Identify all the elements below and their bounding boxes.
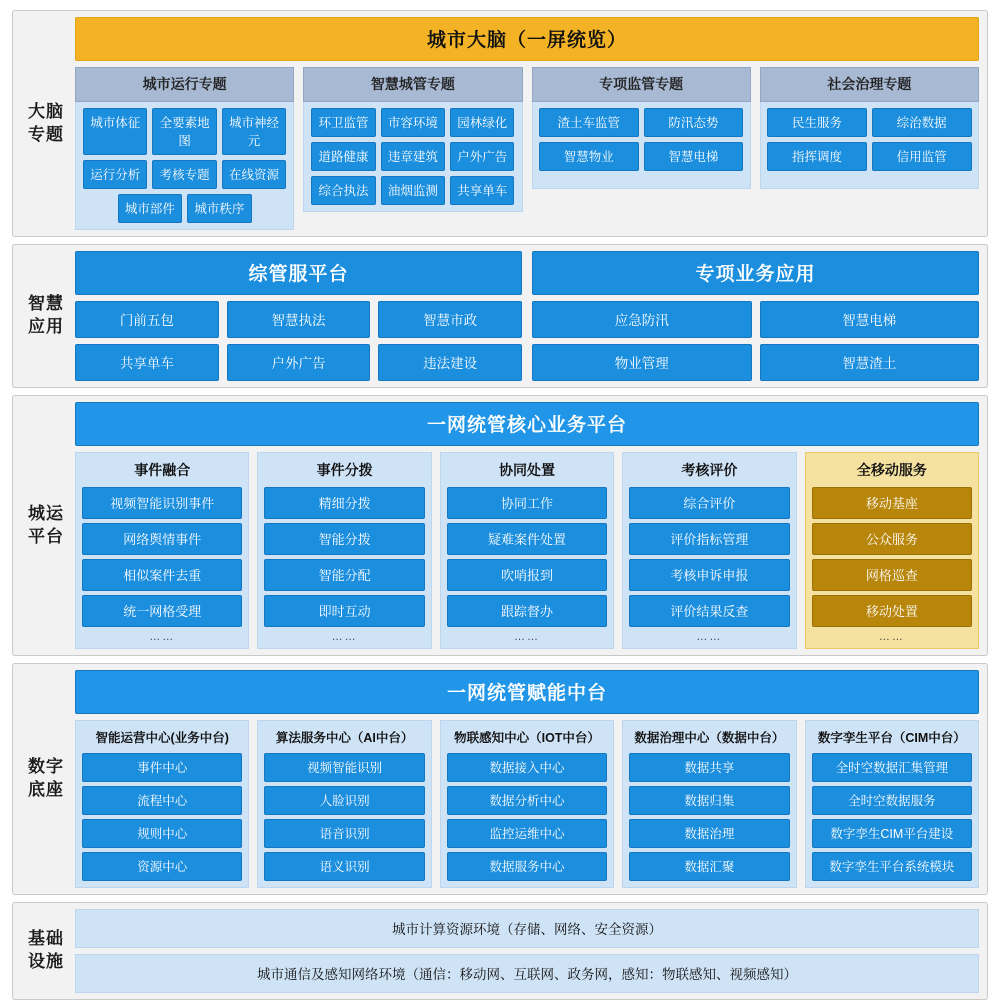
platform-chip[interactable]: 智能分拨 <box>264 523 424 555</box>
platform-chip[interactable]: 精细分拨 <box>264 487 424 519</box>
infrastructure-band-body <box>75 909 979 993</box>
brain-chip[interactable]: 在线资源 <box>222 160 286 189</box>
apps-chip[interactable]: 应急防汛 <box>532 301 752 338</box>
base-column-business-middle-platform <box>75 720 249 888</box>
brain-chip[interactable]: 环卫监管 <box>311 108 375 137</box>
base-chip[interactable]: 数据治理 <box>629 819 789 848</box>
platform-column-head: 考核评价 <box>681 462 738 478</box>
apps-band-body <box>75 251 979 381</box>
brain-chip[interactable]: 考核专题 <box>152 160 216 189</box>
brain-chip[interactable]: 市容环境 <box>381 108 445 137</box>
base-band <box>12 663 988 895</box>
platform-column-collaborative-handling <box>440 452 614 649</box>
apps-band-label <box>17 251 75 381</box>
brain-chip[interactable]: 城市体征 <box>83 108 147 155</box>
platform-band-label <box>17 402 75 649</box>
platform-chip[interactable]: 综合评价 <box>629 487 789 519</box>
infrastructure-band-label <box>17 909 75 993</box>
base-chip[interactable]: 全时空数据服务 <box>812 786 972 815</box>
platform-column-assessment <box>622 452 796 649</box>
brain-chip[interactable]: 共享单车 <box>450 176 514 205</box>
brain-columns <box>75 67 979 230</box>
base-band-label-line2: 底座 <box>28 780 64 799</box>
base-column-head: 数字孪生平台（CIM中台） <box>817 731 966 745</box>
base-band-body <box>75 670 979 888</box>
platform-chip[interactable]: 移动处置 <box>812 595 972 627</box>
brain-chip[interactable]: 智慧电梯 <box>644 142 744 171</box>
base-chip[interactable]: 数据共享 <box>629 753 789 782</box>
apps-chip[interactable]: 户外广告 <box>227 344 371 381</box>
infrastructure-band <box>12 902 988 1000</box>
apps-chip[interactable]: 智慧执法 <box>227 301 371 338</box>
brain-title: 城市大脑（一屏统览） <box>75 17 979 61</box>
brain-column-head: 专项监管专题 <box>532 67 751 102</box>
brain-chip[interactable]: 全要素地图 <box>152 108 216 155</box>
platform-chip[interactable]: 网格巡查 <box>812 559 972 591</box>
apps-chip[interactable]: 门前五包 <box>75 301 219 338</box>
platform-column-head: 事件分拨 <box>316 462 373 478</box>
brain-chip[interactable]: 城市部件 <box>118 194 182 223</box>
brain-band-label <box>17 17 75 230</box>
brain-chip[interactable]: 民生服务 <box>767 108 867 137</box>
base-column-head: 智能运营中心(业务中台) <box>95 731 229 745</box>
brain-chip[interactable]: 信用监管 <box>872 142 972 171</box>
infrastructure-band-label-line2: 设施 <box>28 952 64 971</box>
brain-chip[interactable]: 城市秩序 <box>187 194 251 223</box>
platform-chip[interactable]: 评价结果反查 <box>629 595 789 627</box>
base-chip[interactable]: 数据服务中心 <box>447 852 607 881</box>
base-chip[interactable]: 视频智能识别 <box>264 753 424 782</box>
brain-chip[interactable]: 防汛态势 <box>644 108 744 137</box>
brain-column-head: 智慧城管专题 <box>303 67 522 102</box>
apps-left-row1 <box>75 301 522 338</box>
brain-chip[interactable]: 城市神经元 <box>222 108 286 155</box>
platform-band <box>12 395 988 656</box>
platform-title: 一网统管核心业务平台 <box>75 402 979 446</box>
brain-column-items <box>760 102 979 189</box>
brain-column-special-supervision <box>532 67 751 230</box>
base-chip[interactable]: 数据接入中心 <box>447 753 607 782</box>
base-column-iot-middle-platform <box>440 720 614 888</box>
platform-chip[interactable]: 视频智能识别事件 <box>82 487 242 519</box>
base-chip[interactable]: 数据归集 <box>629 786 789 815</box>
base-chip[interactable]: 语义识别 <box>264 852 424 881</box>
apps-chip[interactable]: 共享单车 <box>75 344 219 381</box>
base-column-head: 数据治理中心（数据中台） <box>634 731 785 745</box>
platform-chip[interactable]: 移动基座 <box>812 487 972 519</box>
platform-column-ellipsis: …… <box>878 631 905 643</box>
base-chip[interactable]: 数字孪生CIM平台建设 <box>812 819 972 848</box>
platform-column-event-fusion <box>75 452 249 649</box>
infrastructure-row-compute: 城市计算资源环境（存储、网络、安全资源） <box>75 909 979 948</box>
platform-chip[interactable]: 统一网格受理 <box>82 595 242 627</box>
base-band-label-line1: 数字 <box>28 757 64 777</box>
apps-right-row1 <box>532 301 979 338</box>
brain-chip[interactable]: 户外广告 <box>450 142 514 171</box>
apps-right-row2 <box>532 344 979 381</box>
platform-chip[interactable]: 吹哨报到 <box>447 559 607 591</box>
base-chip[interactable]: 事件中心 <box>82 753 242 782</box>
apps-right-group <box>532 251 979 381</box>
brain-chip[interactable]: 综合执法 <box>311 176 375 205</box>
apps-left-row2 <box>75 344 522 381</box>
base-chip[interactable]: 数据汇聚 <box>629 852 789 881</box>
apps-band-label-line2: 应用 <box>28 317 64 336</box>
brain-column-items <box>303 102 522 212</box>
platform-band-body <box>75 402 979 649</box>
brain-column-head: 城市运行专题 <box>75 67 294 102</box>
platform-columns <box>75 452 979 649</box>
brain-chip[interactable]: 运行分析 <box>83 160 147 189</box>
brain-band-body <box>75 17 979 230</box>
base-column-ai-middle-platform <box>257 720 431 888</box>
platform-column-ellipsis: …… <box>514 631 541 643</box>
apps-chip[interactable]: 智慧渣土 <box>760 344 980 381</box>
infrastructure-band-label-line1: 基础 <box>28 929 64 949</box>
apps-band <box>12 244 988 388</box>
base-chip[interactable]: 监控运维中心 <box>447 819 607 848</box>
brain-chip[interactable]: 园林绿化 <box>450 108 514 137</box>
apps-band-label-line1: 智慧 <box>28 294 64 314</box>
base-chip[interactable]: 全时空数据汇集管理 <box>812 753 972 782</box>
apps-right-title: 专项业务应用 <box>532 251 979 295</box>
base-chip[interactable]: 资源中心 <box>82 852 242 881</box>
brain-chip[interactable]: 指挥调度 <box>767 142 867 171</box>
brain-band <box>12 10 988 237</box>
brain-chip[interactable]: 综治数据 <box>872 108 972 137</box>
platform-chip[interactable]: 疑难案件处置 <box>447 523 607 555</box>
brain-chip[interactable]: 渣土车监管 <box>539 108 639 137</box>
platform-chip[interactable]: 跟踪督办 <box>447 595 607 627</box>
base-columns <box>75 720 979 888</box>
brain-band-label-line1: 大脑 <box>28 101 64 121</box>
apps-row <box>75 251 979 381</box>
apps-chip[interactable]: 智慧电梯 <box>760 301 980 338</box>
platform-column-event-dispatch <box>257 452 431 649</box>
brain-column-head: 社会治理专题 <box>760 67 979 102</box>
platform-chip[interactable]: 即时互动 <box>264 595 424 627</box>
base-chip[interactable]: 数据分析中心 <box>447 786 607 815</box>
platform-chip[interactable]: 公众服务 <box>812 523 972 555</box>
infrastructure-row-network: 城市通信及感知网络环境（通信：移动网、互联网、政务网，感知：物联感知、视频感知） <box>75 954 979 993</box>
brain-column-items <box>532 102 751 189</box>
platform-column-ellipsis: …… <box>149 631 176 643</box>
apps-left-title: 综管服平台 <box>75 251 522 295</box>
apps-chip[interactable]: 物业管理 <box>532 344 752 381</box>
brain-column-items <box>75 102 294 230</box>
base-chip[interactable]: 规则中心 <box>82 819 242 848</box>
base-column-head: 算法服务中心（AI中台） <box>275 731 414 745</box>
base-title: 一网统管赋能中台 <box>75 670 979 714</box>
apps-left-group <box>75 251 522 381</box>
base-chip[interactable]: 人脸识别 <box>264 786 424 815</box>
platform-band-label-line2: 平台 <box>28 526 64 546</box>
apps-chip[interactable]: 违法建设 <box>378 344 522 381</box>
platform-column-head: 事件融合 <box>134 462 191 478</box>
platform-band-label-line1: 城运 <box>28 503 64 523</box>
platform-column-head: 协同处置 <box>499 462 556 478</box>
brain-chip[interactable]: 道路健康 <box>311 142 375 171</box>
brain-column-city-operation <box>75 67 294 230</box>
brain-chip[interactable]: 违章建筑 <box>381 142 445 171</box>
platform-column-head: 全移动服务 <box>856 462 927 478</box>
base-column-cim-middle-platform <box>805 720 979 888</box>
platform-chip[interactable]: 智能分配 <box>264 559 424 591</box>
base-column-head: 物联感知中心（IOT中台） <box>454 731 600 745</box>
platform-chip[interactable]: 网络舆情事件 <box>82 523 242 555</box>
base-chip[interactable]: 流程中心 <box>82 786 242 815</box>
platform-chip[interactable]: 评价指标管理 <box>629 523 789 555</box>
base-chip[interactable]: 语音识别 <box>264 819 424 848</box>
platform-column-ellipsis: …… <box>696 631 723 643</box>
base-chip[interactable]: 数字孪生平台系统模块 <box>812 852 972 881</box>
platform-chip[interactable]: 协同工作 <box>447 487 607 519</box>
apps-chip[interactable]: 智慧市政 <box>378 301 522 338</box>
brain-column-smart-urban-management <box>303 67 522 230</box>
brain-chip[interactable]: 油烟监测 <box>381 176 445 205</box>
platform-chip[interactable]: 考核申诉申报 <box>629 559 789 591</box>
platform-column-ellipsis: …… <box>331 631 358 643</box>
brain-band-label-line2: 专题 <box>28 124 64 144</box>
brain-chip[interactable]: 智慧物业 <box>539 142 639 171</box>
base-band-label <box>17 670 75 888</box>
platform-chip[interactable]: 相似案件去重 <box>82 559 242 591</box>
base-column-data-middle-platform <box>622 720 796 888</box>
brain-column-social-governance <box>760 67 979 230</box>
platform-column-full-mobile-service <box>805 452 979 649</box>
